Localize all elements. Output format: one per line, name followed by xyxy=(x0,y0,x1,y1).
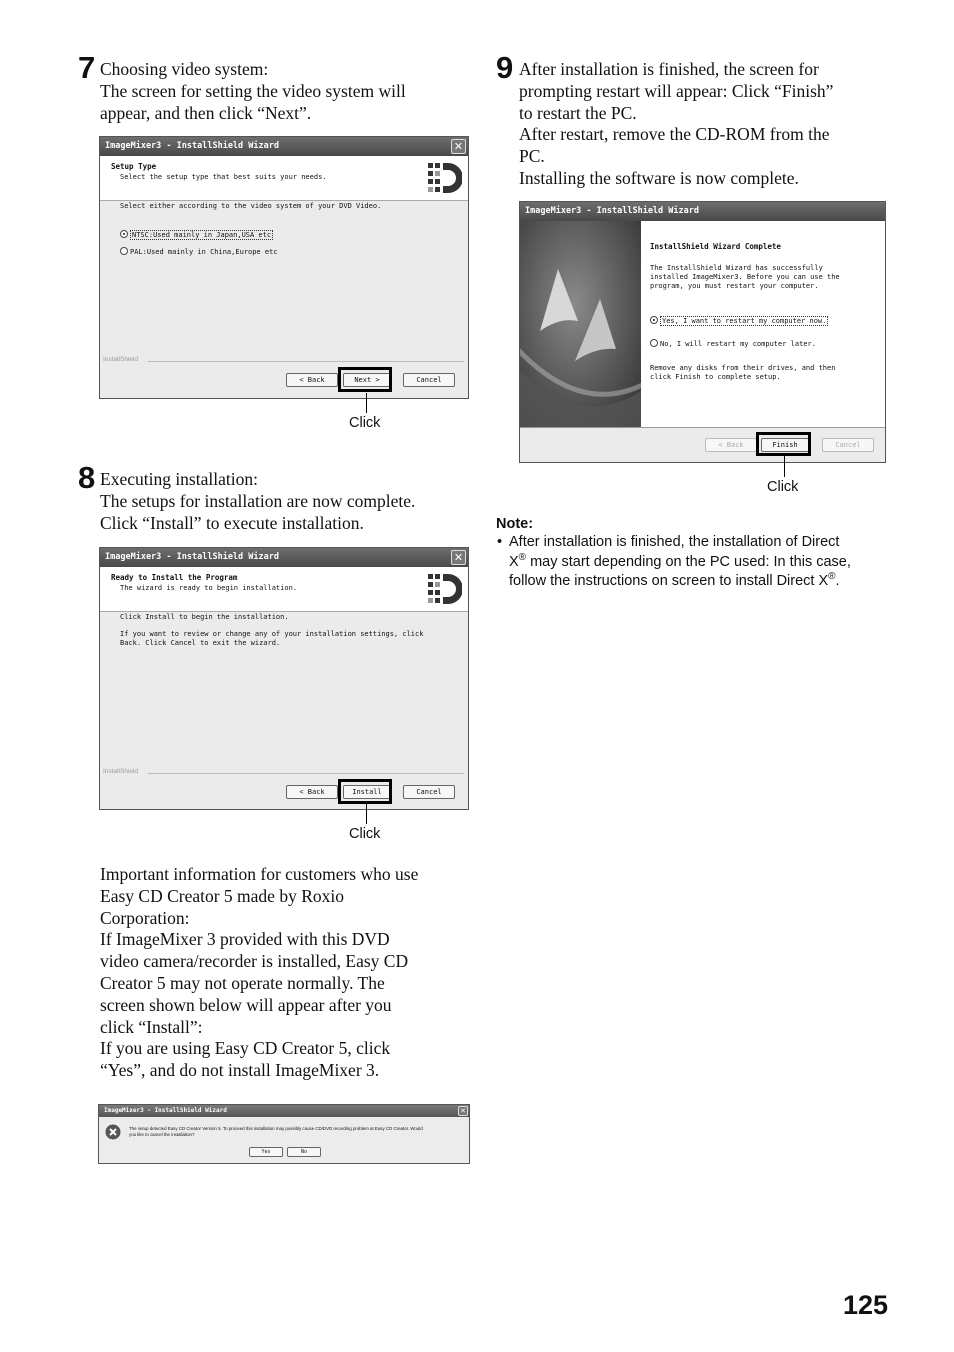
divider xyxy=(148,773,464,774)
note-heading: Note: xyxy=(496,516,534,532)
installshield-logo-icon xyxy=(428,161,462,195)
close-icon[interactable]: ✕ xyxy=(451,550,466,565)
note-bullet: • xyxy=(497,534,503,550)
installshield-label: InstallShield xyxy=(103,768,139,775)
registered-mark: ® xyxy=(828,571,836,583)
page-number: 125 xyxy=(842,1290,888,1320)
important-info-text xyxy=(100,864,418,1082)
info-line: Important information for customers who use xyxy=(100,864,419,884)
finish-button[interactable]: Finish xyxy=(761,438,809,452)
roxio-warning-dialog xyxy=(98,1104,470,1164)
complete-text-line: program, you must restart your computer. xyxy=(650,282,819,290)
callout-line xyxy=(784,456,785,477)
window-title: ImageMixer3 - InstallShield Wizard xyxy=(100,548,468,567)
step-9-line: to restart the PC. xyxy=(519,102,637,123)
note-text-part: may start depending on the PC used: In this case, xyxy=(526,553,851,570)
remove-disks-text xyxy=(650,364,835,382)
note-text xyxy=(509,533,851,592)
divider xyxy=(520,427,885,428)
ntsc-option[interactable] xyxy=(120,230,273,240)
wizard-header xyxy=(100,156,468,201)
dialog-message-line: The setup detected Easy CD Creator Version 5. To proceed this installation may possibly cause CD/DVD recording problem at Easy CD Creator. Would xyxy=(129,1126,423,1131)
note-line: After installation is finished, the installation of Direct xyxy=(509,534,840,550)
window-title: ImageMixer3 - InstallShield Wizard xyxy=(520,202,885,221)
header-subtitle: Select the setup type that best suits your needs. xyxy=(120,173,327,181)
info-line: If ImageMixer 3 provided with this DVD xyxy=(100,929,390,950)
remove-disks-line: click Finish to complete setup. xyxy=(650,373,781,381)
back-button[interactable]: < Back xyxy=(286,373,338,387)
info-line: screen shown below will appear after you xyxy=(100,994,392,1015)
step-9-line: After installation is finished, the screen for xyxy=(519,59,819,79)
step-9-line: After restart, remove the CD-ROM from the xyxy=(519,124,830,145)
radio-selected-icon[interactable] xyxy=(120,230,128,238)
step-8-line: Click “Install” to execute installation. xyxy=(100,512,364,533)
install-highlight xyxy=(338,779,392,804)
back-button[interactable]: < Back xyxy=(286,785,338,799)
callout-line xyxy=(366,393,367,413)
step-7-text xyxy=(100,59,406,124)
yes-button[interactable]: Yes xyxy=(249,1147,283,1157)
install-button[interactable]: Install xyxy=(343,785,391,799)
info-line: video camera/recorder is installed, Easy CD xyxy=(100,951,409,972)
info-line: Creator 5 may not operate normally. The xyxy=(100,972,385,993)
header-title: Setup Type xyxy=(111,162,157,171)
step-9-line: Installing the software is now complete. xyxy=(519,167,799,188)
complete-heading: InstallShield Wizard Complete xyxy=(650,242,781,251)
step-7-line: appear, and then click “Next”. xyxy=(100,102,312,123)
note-text-part: X xyxy=(509,553,519,570)
callout-click: Click xyxy=(767,479,799,495)
restart-now-option[interactable] xyxy=(650,316,828,326)
info-line: “Yes”, and do not install ImageMixer 3. xyxy=(100,1060,380,1081)
restart-later-option[interactable] xyxy=(650,339,816,349)
error-icon xyxy=(105,1124,121,1140)
instruction-text: Back. Click Cancel to exit the wizard. xyxy=(120,639,281,647)
close-icon[interactable]: ✕ xyxy=(458,1106,468,1116)
next-button[interactable]: Next > xyxy=(343,373,391,387)
restart-now-label: Yes, I want to restart my computer now. xyxy=(662,317,827,325)
step-7-line: Choosing video system: xyxy=(100,59,269,79)
header-subtitle: The wizard is ready to begin installation. xyxy=(120,584,298,592)
installshield-label: InstallShield xyxy=(103,356,139,363)
radio-icon[interactable] xyxy=(120,247,128,255)
step-8-number: 8 xyxy=(78,460,96,495)
cancel-button[interactable]: Cancel xyxy=(403,785,455,799)
step-9-line: prompting restart will appear: Click “Finish” xyxy=(519,80,834,101)
close-icon[interactable]: ✕ xyxy=(451,139,466,154)
dialog-message xyxy=(129,1126,423,1138)
step-8-line: The setups for installation are now complete. xyxy=(100,490,416,511)
callout-click: Click xyxy=(349,415,381,431)
note-line xyxy=(509,572,851,592)
setup-type-window xyxy=(99,136,469,399)
instruction-text: Select either according to the video system of your DVD Video. xyxy=(120,202,382,210)
dialog-title: ImageMixer3 - InstallShield Wizard xyxy=(99,1105,469,1117)
wizard-complete-window xyxy=(519,201,886,463)
callout-click: Click xyxy=(349,826,381,842)
pal-label: PAL:Used mainly in China,Europe etc xyxy=(130,248,278,256)
note-text-part: follow the instructions on screen to install Direct X xyxy=(509,573,829,589)
radio-icon[interactable] xyxy=(650,339,658,347)
header-title: Ready to Install the Program xyxy=(111,573,238,582)
restart-later-label: No, I will restart my computer later. xyxy=(660,340,816,348)
info-line: click “Install”: xyxy=(100,1016,203,1037)
cancel-button[interactable]: Cancel xyxy=(403,373,455,387)
note-text-part: . xyxy=(835,573,840,589)
step-9-line: PC. xyxy=(519,146,545,167)
complete-text-line: The InstallShield Wizard has successfully xyxy=(650,264,823,272)
info-line: If you are using Easy CD Creator 5, click xyxy=(100,1038,391,1059)
pal-option[interactable] xyxy=(120,247,278,257)
installshield-logo-icon xyxy=(428,572,462,606)
dialog-message-line: you like to cancel the installation? xyxy=(129,1132,195,1137)
cancel-button[interactable]: Cancel xyxy=(822,438,874,452)
info-line: Easy CD Creator 5 made by Roxio xyxy=(100,885,344,906)
step-7-number: 7 xyxy=(78,50,96,85)
instruction-text: If you want to review or change any of your installation settings, click xyxy=(120,630,424,638)
radio-selected-icon[interactable] xyxy=(650,316,658,324)
finish-highlight xyxy=(756,432,811,456)
step-9-number: 9 xyxy=(496,50,514,85)
registered-mark: ® xyxy=(518,551,527,563)
complete-text xyxy=(650,264,840,291)
next-highlight xyxy=(338,367,392,392)
divider xyxy=(148,361,464,362)
ready-to-install-window xyxy=(99,547,469,810)
info-line: Corporation: xyxy=(100,907,190,928)
step-8-line: Executing installation: xyxy=(100,469,258,489)
complete-text-line: installed ImageMixer3. Before you can use the xyxy=(650,273,840,281)
back-button[interactable]: < Back xyxy=(705,438,757,452)
remove-disks-line: Remove any disks from their drives, and then xyxy=(650,364,836,372)
instruction-text: Click Install to begin the installation. xyxy=(120,613,289,621)
step-7-line: The screen for setting the video system will xyxy=(100,80,406,101)
step-9-text xyxy=(519,59,833,190)
step-8-text xyxy=(100,469,415,534)
note-line xyxy=(509,553,851,573)
ntsc-label: NTSC:Used mainly in Japan,USA etc xyxy=(132,231,272,239)
wizard-banner-image xyxy=(520,221,641,427)
callout-line xyxy=(366,804,367,824)
no-button[interactable]: No xyxy=(287,1147,321,1157)
wizard-header xyxy=(100,567,468,612)
window-title: ImageMixer3 - InstallShield Wizard xyxy=(100,137,468,156)
